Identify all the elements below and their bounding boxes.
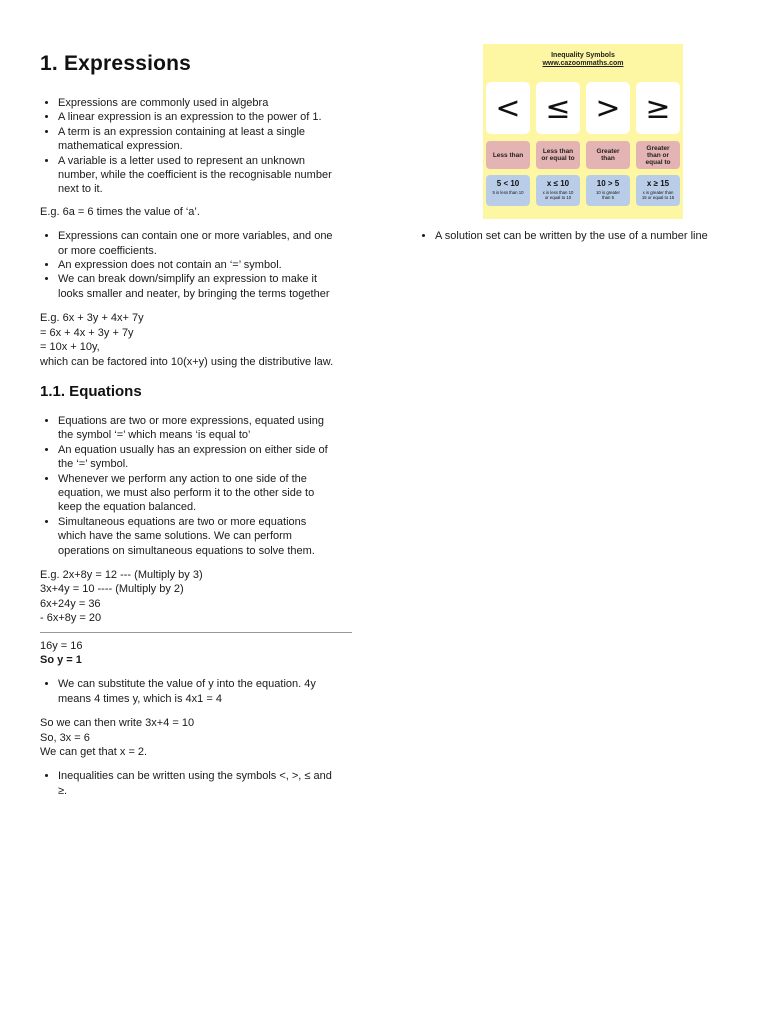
- symbol-label: Greater than or equal to: [636, 141, 680, 169]
- example-line: - 6x+8y = 20: [40, 612, 102, 625]
- list-item: [58, 110, 352, 124]
- simultaneous-example: [40, 568, 352, 626]
- list-item: [58, 154, 352, 197]
- symbol-example: x ≥ 15 x is greater than 15 or equal to 15: [636, 175, 680, 206]
- list-item: [58, 677, 352, 706]
- list-item-text: keep the equation balanced.: [58, 501, 197, 514]
- list-item-text: Equations are two or more expressions, equated using: [58, 414, 324, 427]
- subsection-heading: 1.1. Equations: [40, 382, 142, 400]
- list-item-text: Expressions can contain one or more variables, and one: [58, 230, 333, 243]
- equation-list: [40, 414, 352, 558]
- example-line: 3x+4y = 10 ---- (Multiply by 2): [40, 583, 184, 596]
- poster-title: Inequality Symbols: [551, 52, 615, 59]
- list-item: [58, 272, 352, 301]
- list-item-text: Simultaneous equations are two or more equations: [58, 515, 307, 528]
- list-item-text: mathematical expression.: [58, 140, 183, 153]
- result-line: 16y = 16: [40, 639, 83, 652]
- list-item-text: looks smaller and neater, by bringing the terms together: [58, 287, 330, 300]
- symbol-label: Greater than: [586, 141, 630, 169]
- list-item-text: or more coefficients.: [58, 244, 157, 257]
- solve-line: So, 3x = 6: [40, 731, 90, 744]
- list-item: [58, 125, 352, 154]
- inequality-list: [40, 769, 352, 798]
- list-item-text: operations on simultaneous equations to solve them.: [58, 544, 315, 557]
- list-item-text: A linear expression is an expression to the power of 1.: [58, 111, 322, 124]
- list-item-text: which have the same solutions. We can perform: [58, 530, 292, 543]
- list-item-text: An equation usually has an expression on either side of: [58, 443, 328, 456]
- list-item: • A solution set can be written by the use of a number line: [435, 229, 708, 243]
- symbol-label: Less than or equal to: [536, 141, 580, 169]
- example-line: 6x+24y = 36: [40, 597, 101, 610]
- symbol-example: x ≤ 10 x is less than 10 or equal to 10: [536, 175, 580, 206]
- less-equal-symbol: ≤: [536, 82, 580, 134]
- greater-than-symbol: >: [586, 82, 630, 134]
- intro-list: [40, 96, 352, 197]
- result-line: So y = 1: [40, 654, 82, 666]
- example-line: E.g. 6x + 3y + 4x+ 7y: [40, 312, 144, 325]
- solve-line: So we can then write 3x+4 = 10: [40, 717, 195, 730]
- subtraction-rule: [40, 632, 352, 633]
- left-column: [40, 52, 352, 806]
- symbol-example: 10 > 5 10 is greater than 5: [586, 175, 630, 206]
- list-item: [58, 515, 352, 558]
- example-block: [40, 311, 352, 369]
- example-text: E.g. 6a = 6 times the value of ‘a’.: [40, 205, 200, 218]
- solution-set-list: [420, 229, 708, 243]
- list-item: [58, 96, 352, 110]
- symbol-row: [486, 82, 680, 134]
- example-line: E.g. 2x+8y = 12 --- (Multiply by 3): [40, 568, 203, 581]
- list-item: [58, 229, 352, 258]
- symbol-label: Less than: [486, 141, 530, 169]
- list-item-text: An expression does not contain an ‘=’ symbol.: [58, 259, 282, 272]
- inequality-symbols-poster: [483, 44, 683, 219]
- solve-line: We can get that x = 2.: [40, 746, 148, 759]
- list-item: [58, 472, 352, 515]
- greater-equal-symbol: ≥: [636, 82, 680, 134]
- example-line: = 6x + 4x + 3y + 7y: [40, 326, 134, 339]
- example-line: = 10x + 10y,: [40, 341, 100, 354]
- example-line: which can be factored into 10(x+y) using the distributive law.: [40, 355, 334, 368]
- label-row: [486, 141, 680, 169]
- list-item: [58, 769, 352, 798]
- section-heading: 1. Expressions: [40, 52, 192, 75]
- solve-block: [40, 716, 352, 759]
- list-item-text: Whenever we perform any action to one side of the: [58, 472, 307, 485]
- list-item: [58, 258, 352, 272]
- list-item-text: A variable is a letter used to represent an unknown: [58, 154, 306, 167]
- list-item-text: Inequalities can be written using the symbols <, >, ≤ and: [58, 770, 332, 783]
- list-item-text: We can break down/simplify an expression to make it: [58, 273, 318, 286]
- list-item: [58, 443, 352, 472]
- list-item-text: means 4 times y, which is 4x1 = 4: [58, 692, 222, 705]
- example-row: [486, 175, 680, 206]
- substitute-list: [40, 677, 352, 706]
- expression-list: [40, 229, 352, 301]
- list-item-text: ≥.: [58, 784, 68, 797]
- list-item: [58, 414, 352, 443]
- poster-url: www.cazoommaths.com: [542, 60, 624, 67]
- list-item-text: equation, we must also perform it to the other side to: [58, 486, 315, 499]
- symbol-example: 5 < 10 5 is less than 10: [486, 175, 530, 206]
- list-item-text: We can substitute the value of y into the equation. 4y: [58, 678, 316, 691]
- less-than-symbol: <: [486, 82, 530, 134]
- list-item-text: number, while the coefficient is the recognisable number: [58, 169, 332, 182]
- list-item-text: A term is an expression containing at least a single: [58, 125, 306, 138]
- list-item-text: the symbol ‘=’ which means ‘is equal to’: [58, 429, 251, 442]
- result-block: [40, 639, 352, 668]
- list-item-text: next to it.: [58, 183, 103, 196]
- list-item-text: the ‘=’ symbol.: [58, 458, 129, 471]
- list-item-text: Expressions are commonly used in algebra: [58, 97, 269, 109]
